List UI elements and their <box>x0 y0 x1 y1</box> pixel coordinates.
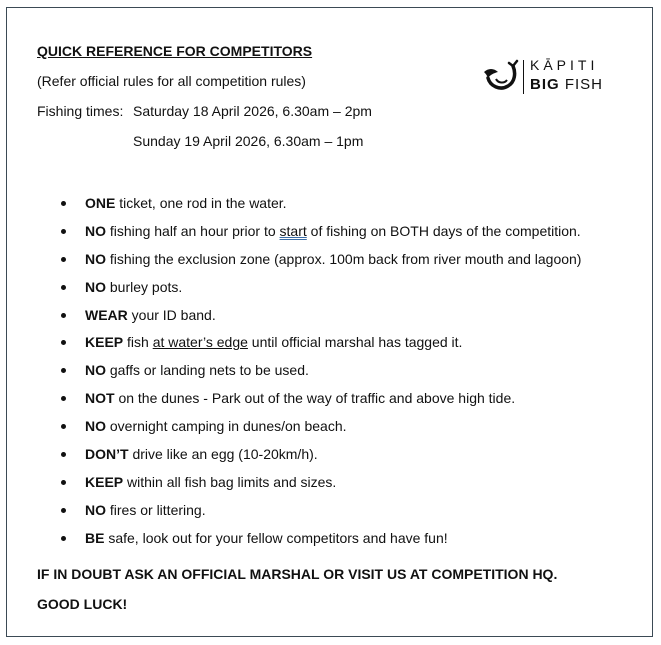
rule-text: safe, look out for your fellow competitors and have fun! <box>104 529 448 546</box>
rule-keyword: NO <box>85 278 106 295</box>
rule-text-end: of fishing on BOTH days of the competition. <box>306 222 581 239</box>
list-item <box>0 413 581 441</box>
rule-text: fishing half an hour prior to <box>106 222 280 239</box>
rules-list <box>0 190 581 553</box>
rule-keyword: BE <box>85 529 105 546</box>
logo-line2-bold: BIG <box>530 76 560 93</box>
logo-line2-rest: FISH <box>564 76 604 93</box>
rule-text: on the dunes - Park out of the way of traffic and above high tide. <box>114 390 516 407</box>
good-luck-text: GOOD LUCK! <box>37 596 128 612</box>
list-item <box>0 441 581 469</box>
rule-keyword: KEEP <box>85 473 124 490</box>
rule-keyword: NO <box>85 362 106 379</box>
list-item <box>0 329 581 357</box>
list-item <box>0 357 581 385</box>
list-item <box>0 190 581 218</box>
rule-underlined-text: start <box>279 222 307 239</box>
rule-keyword: NO <box>85 501 106 518</box>
rules-note: (Refer official rules for all competition rules) <box>37 73 306 89</box>
rule-keyword: NO <box>85 222 106 239</box>
list-item <box>0 274 581 302</box>
rule-text: your ID band. <box>127 306 216 323</box>
rule-text: overnight camping in dunes/on beach. <box>106 418 347 435</box>
fishing-time-saturday: Saturday 18 April 2026, 6.30am – 2pm <box>133 103 372 119</box>
if-in-doubt-notice: IF IN DOUBT ASK AN OFFICIAL MARSHAL OR VISIT US AT COMPETITION HQ. <box>37 566 558 582</box>
rule-keyword: NO <box>85 418 106 435</box>
list-item <box>0 385 581 413</box>
rule-text: ticket, one rod in the water. <box>115 195 287 211</box>
rule-text: gaffs or landing nets to be used. <box>106 362 309 379</box>
page-title: QUICK REFERENCE FOR COMPETITORS <box>37 43 313 59</box>
rule-keyword: DON’T <box>85 446 129 463</box>
rule-text: drive like an egg (10-20km/h). <box>128 446 318 463</box>
kapiti-big-fish-logo <box>480 56 615 98</box>
fishing-times-label: Fishing times: <box>37 103 124 119</box>
rule-text: fishing the exclusion zone (approx. 100m back from river mouth and lagoon) <box>106 250 582 267</box>
logo-line2 <box>530 76 603 93</box>
list-item <box>0 497 581 525</box>
fishing-time-sunday: Sunday 19 April 2026, 6.30am – 1pm <box>133 133 364 149</box>
rule-keyword: KEEP <box>85 334 124 351</box>
rule-text: burley pots. <box>106 278 183 295</box>
list-item <box>0 469 581 497</box>
rule-text: within all fish bag limits and sizes. <box>123 473 337 490</box>
rule-text: fish <box>123 334 153 351</box>
fish-hook-logo-icon <box>480 58 520 94</box>
rule-keyword: ONE <box>85 195 116 211</box>
logo-divider <box>523 60 524 94</box>
list-item <box>0 302 581 330</box>
list-item <box>0 525 581 553</box>
rule-keyword: NO <box>85 250 106 267</box>
list-item <box>0 246 581 274</box>
rule-keyword: NOT <box>85 390 115 407</box>
rule-text-end: until official marshal has tagged it. <box>247 334 463 351</box>
list-item <box>0 218 581 246</box>
rule-text: fires or littering. <box>106 501 206 518</box>
rule-keyword: WEAR <box>85 306 128 323</box>
logo-line1: KĀPITI <box>530 57 599 73</box>
rule-underlined-text: at water’s edge <box>152 334 248 351</box>
